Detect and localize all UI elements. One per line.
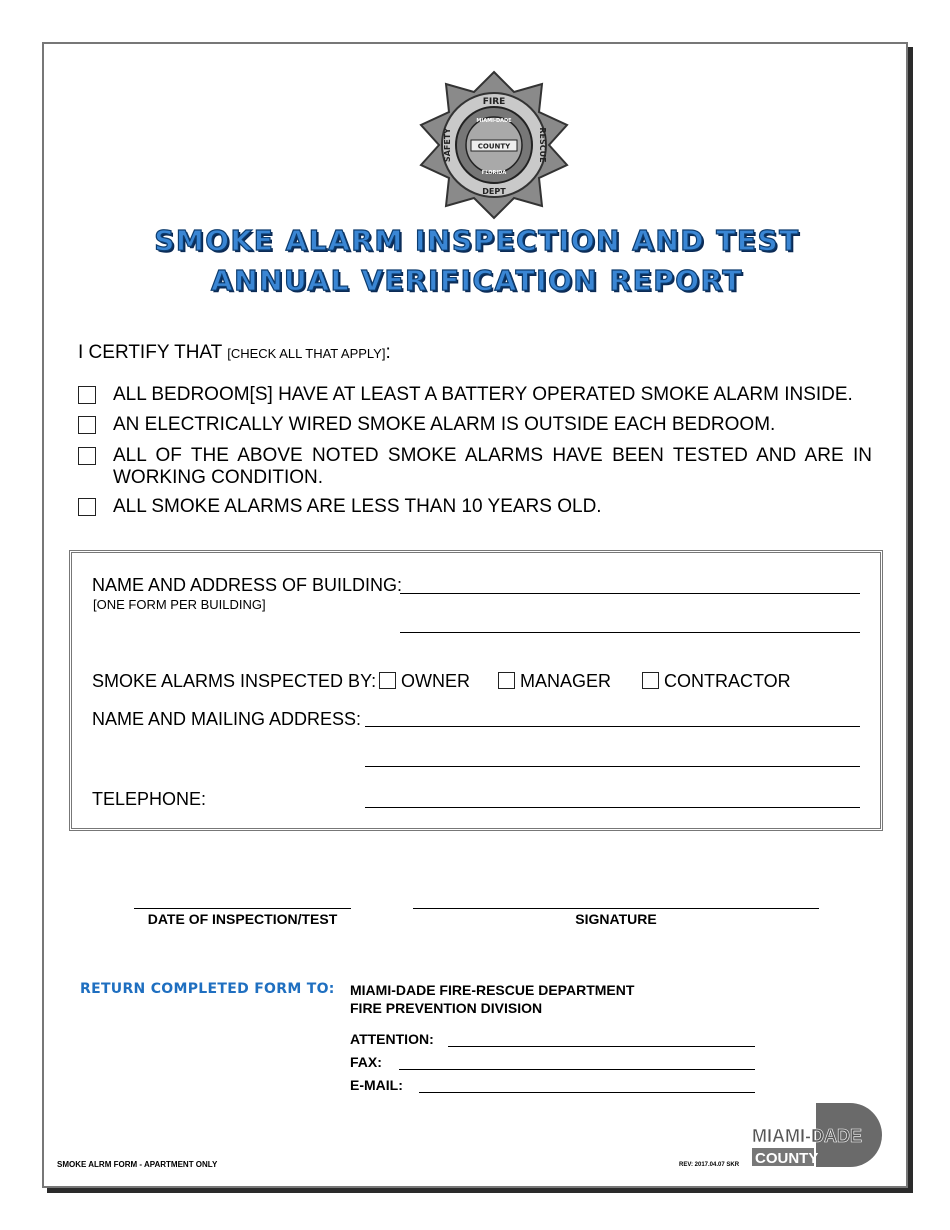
certify-lead: I CERTIFY THAT xyxy=(78,342,222,363)
certify-note: [CHECK ALL THAT APPLY] xyxy=(227,346,386,361)
fire-dept-seal-icon xyxy=(419,70,569,220)
email-label: E-MAIL: xyxy=(350,1077,403,1093)
certify-checkbox[interactable] xyxy=(78,498,96,516)
return-dept: MIAMI-DADE FIRE-RESCUE DEPARTMENT xyxy=(350,982,635,998)
inspected-by-label: SMOKE ALARMS INSPECTED BY: xyxy=(92,671,377,691)
building-info-box xyxy=(69,550,883,831)
seal-top-text: FIRE xyxy=(482,97,506,107)
building-name-line-2[interactable] xyxy=(400,632,860,633)
certify-item xyxy=(78,414,872,436)
date-line[interactable] xyxy=(134,908,351,909)
seal-county-text: COUNTY xyxy=(477,142,511,151)
manager-checkbox[interactable] xyxy=(498,672,515,689)
logo-top-text: MIAMI-DADE xyxy=(752,1126,862,1146)
mailing-address-line-2[interactable] xyxy=(365,766,860,767)
certify-item-text: ALL BEDROOM[S] HAVE AT LEAST A BATTERY OPERATED SMOKE ALARM INSIDE. xyxy=(113,384,853,405)
option-contractor-label: CONTRACTOR xyxy=(664,671,791,691)
telephone-label: TELEPHONE: xyxy=(92,789,207,809)
certify-heading xyxy=(78,342,391,364)
certify-colon: : xyxy=(385,342,391,363)
certify-checkbox[interactable] xyxy=(78,447,96,465)
title-line-1: SMOKE ALARM INSPECTION AND TEST xyxy=(154,224,800,257)
mailing-address-line-1[interactable] xyxy=(365,726,860,727)
miami-dade-logo-icon xyxy=(750,1101,896,1169)
option-manager-label: MANAGER xyxy=(520,671,612,691)
logo-bottom-text: COUNTY xyxy=(755,1150,819,1167)
mailing-address-label: NAME AND MAILING ADDRESS: xyxy=(92,709,362,729)
certify-item-text: ALL SMOKE ALARMS ARE LESS THAN 10 YEARS OLD. xyxy=(113,496,602,517)
attention-label: ATTENTION: xyxy=(350,1031,434,1047)
seal-state-text: FLORIDA xyxy=(481,170,507,176)
attention-line[interactable] xyxy=(448,1046,755,1047)
contractor-checkbox[interactable] xyxy=(642,672,659,689)
revision-footer: REV: 2017.04.07 SKR xyxy=(679,1162,740,1168)
seal-left-text: SAFETY xyxy=(443,127,452,163)
option-owner-label: OWNER xyxy=(401,671,470,691)
fax-line[interactable] xyxy=(399,1069,755,1070)
title-line-2: ANNUAL VERIFICATION REPORT xyxy=(211,264,743,297)
certify-item-text: ALL OF THE ABOVE NOTED SMOKE ALARMS HAVE BEEN TESTED AND ARE IN WORKING CONDITION. xyxy=(113,445,872,488)
return-label: RETURN COMPLETED FORM TO: xyxy=(80,981,335,997)
option-contractor[interactable] xyxy=(642,671,791,692)
owner-checkbox[interactable] xyxy=(379,672,396,689)
building-name-note: [ONE FORM PER BUILDING] xyxy=(93,597,266,612)
option-owner[interactable] xyxy=(379,671,470,692)
seal-right-text: RESCUE xyxy=(538,127,547,163)
certify-item xyxy=(78,496,872,518)
signature-line[interactable] xyxy=(413,908,819,909)
seal-ring-text: MIAMI-DADE xyxy=(476,118,512,124)
building-name-label: NAME AND ADDRESS OF BUILDING: xyxy=(92,575,403,595)
fax-label: FAX: xyxy=(350,1054,382,1070)
certify-item-text: AN ELECTRICALLY WIRED SMOKE ALARM IS OUTSIDE EACH BEDROOM. xyxy=(113,414,776,435)
certify-checkbox[interactable] xyxy=(78,416,96,434)
email-line[interactable] xyxy=(419,1092,755,1093)
option-manager[interactable] xyxy=(498,671,611,692)
building-name-line-1[interactable] xyxy=(400,593,860,594)
date-label: DATE OF INSPECTION/TEST xyxy=(147,911,338,927)
form-name-footer: SMOKE ALRM FORM - APARTMENT ONLY xyxy=(57,1160,218,1169)
return-division: FIRE PREVENTION DIVISION xyxy=(350,1000,543,1016)
form-page xyxy=(42,42,908,1188)
certify-item xyxy=(78,445,872,489)
telephone-line[interactable] xyxy=(365,807,860,808)
signature-label: SIGNATURE xyxy=(575,911,657,927)
seal-bottom-text: DEPT xyxy=(482,187,506,196)
certify-item xyxy=(78,384,872,406)
certify-checkbox[interactable] xyxy=(78,386,96,404)
